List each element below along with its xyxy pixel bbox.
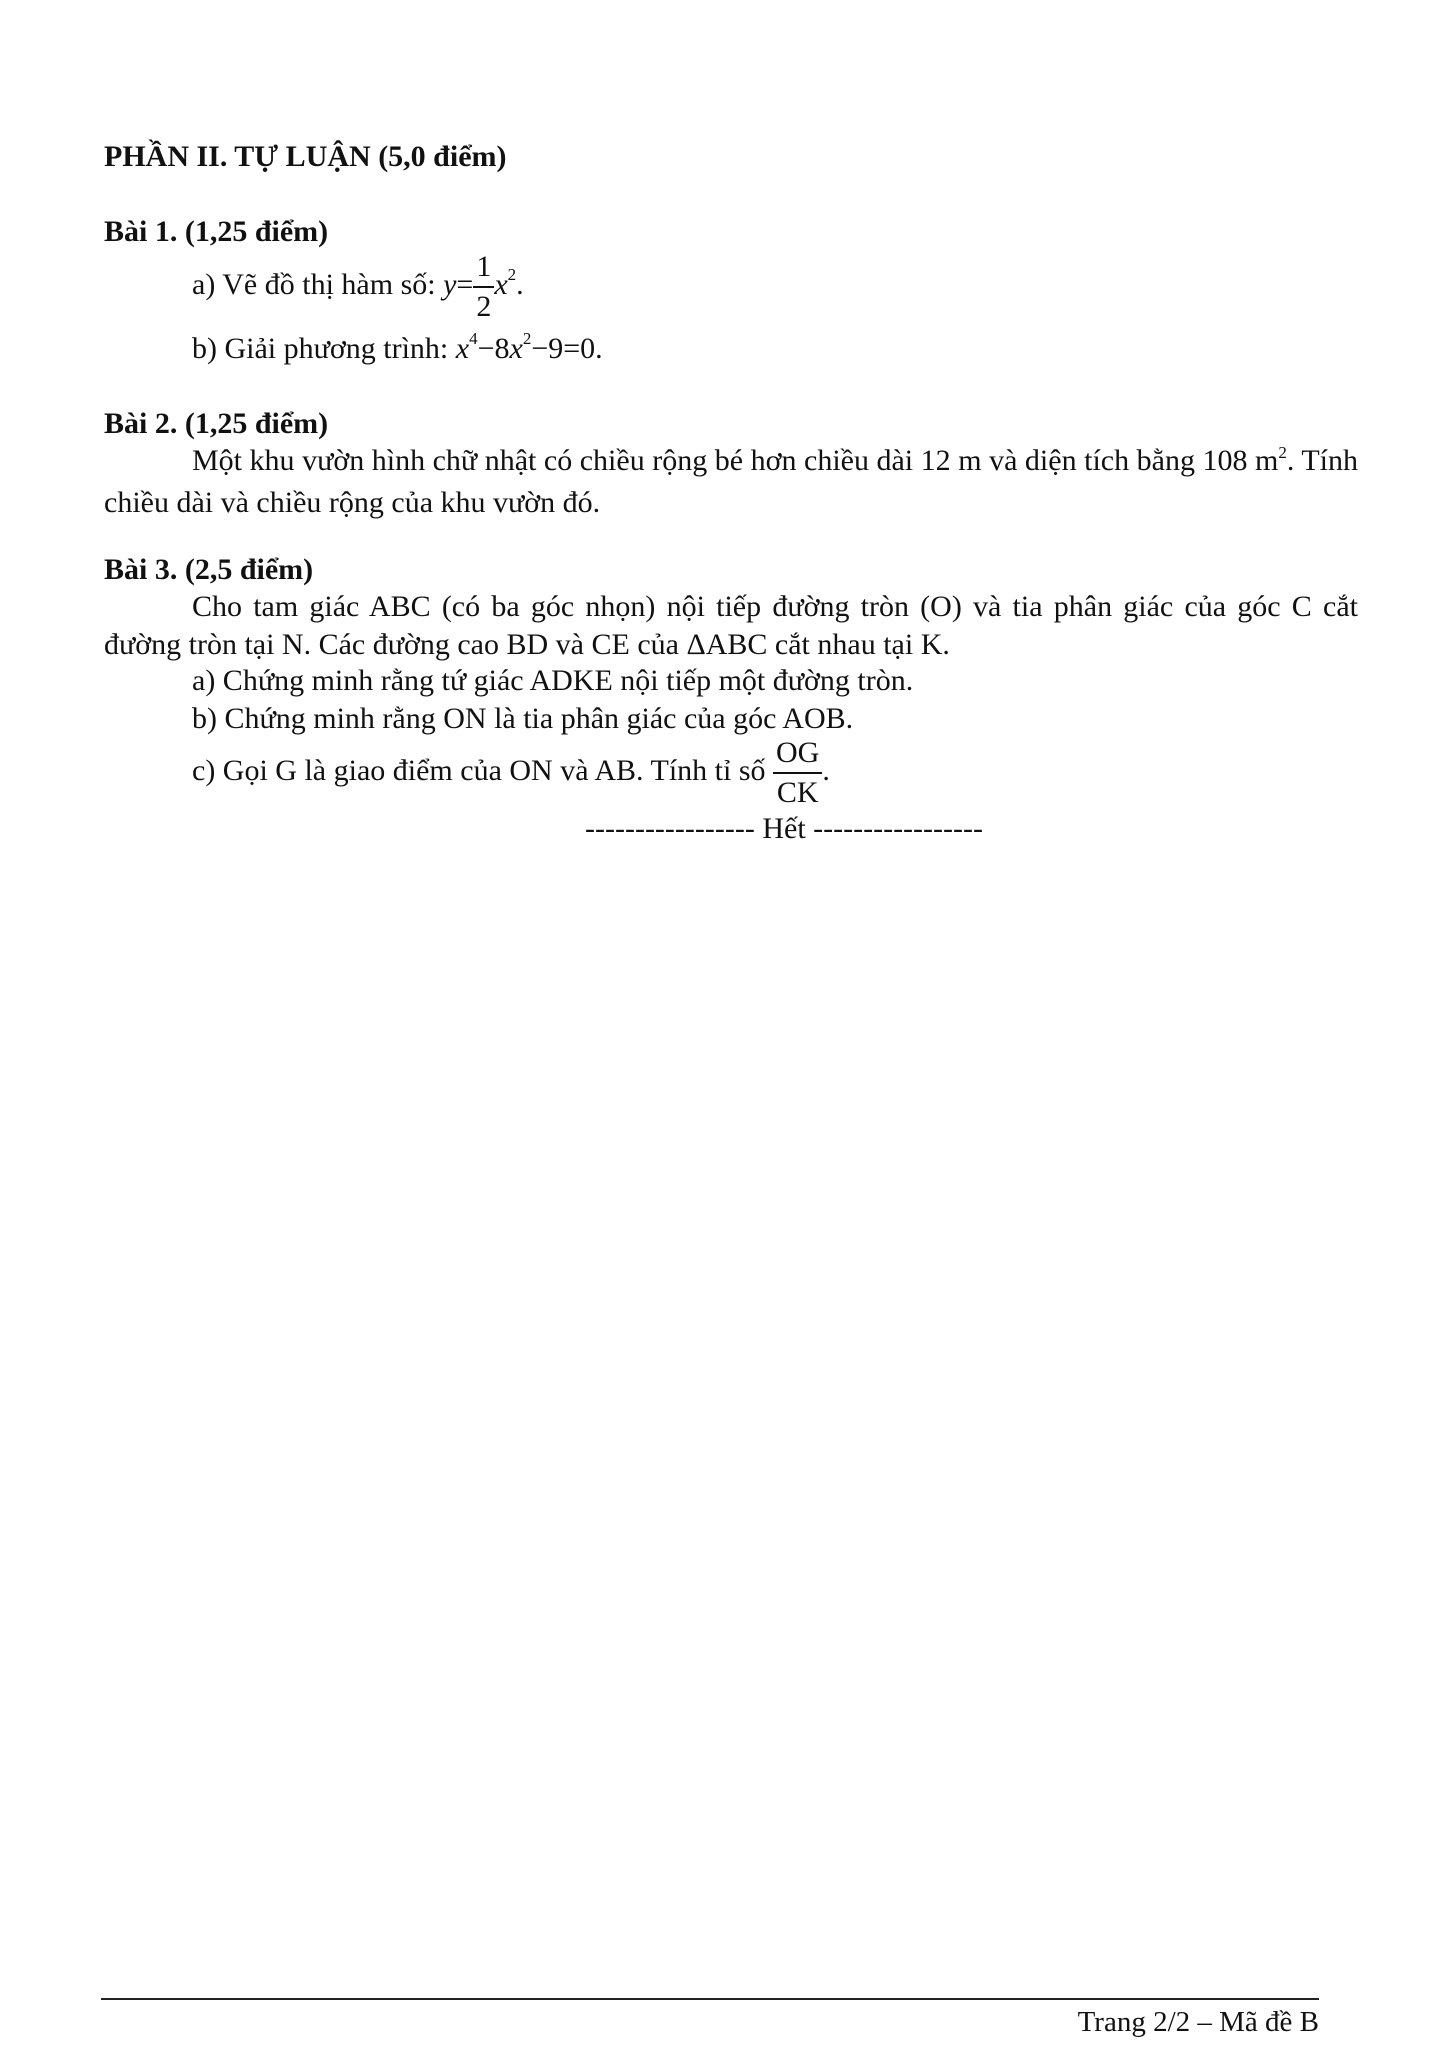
end-line: ----------------- Hết ----------------- — [585, 812, 983, 845]
fraction-half: $\frac{1}{2}$ — [473, 252, 494, 322]
bai2-heading: Bài 2. (1,25 điểm) — [104, 407, 329, 440]
bai2-text: Một khu vườn hình chữ nhật có chiều rộng bé hơn chiều dài 12 m và diện tích bằng 108 $m^2$. Tính chiều dài và chiều rộng của khu vườn đó. — [104, 443, 1358, 519]
bai3-intro: Cho tam giác ABC (có ba góc nhọn) nội tiếp đường tròn (O) và tia phân giác của góc C cắt đường tròn tại N. Các đường cao BD và CE của ΔABC cắt nhau tại K. — [104, 590, 1358, 661]
bai3-heading: Bài 3. (2,5 điểm) — [104, 553, 314, 586]
bai1-b-label: b) Giải phương trình: — [192, 332, 449, 365]
bai3-a: a) Chứng minh rằng tứ giác ADKE nội tiếp một đường tròn. — [192, 664, 914, 697]
bai3-b: b) Chứng minh rằng ON là tia phân giác của góc AOB. — [192, 702, 854, 735]
fraction-og-ck: $\frac{OG}{CK}$ — [773, 738, 822, 808]
bai3-c: c) Gọi G là giao điểm của ON và AB. Tính tỉ số $\frac{OG}{CK}$ . — [192, 736, 830, 809]
bai1-a-formula: y= $\frac{1}{2}$ $x^2$. — [443, 250, 524, 323]
bai1-a-label: a) Vẽ đồ thị hàm số: — [192, 267, 436, 301]
bai3-c-label: c) Gọi G là giao điểm của ON và AB. Tính tỉ số — [192, 753, 766, 787]
bai1-a — [192, 252, 524, 322]
page-footer: Trang 2/2 – Mã đề B — [1077, 2006, 1319, 2038]
footer-rule — [101, 1998, 1319, 2000]
bai1-heading: Bài 1. (1,25 điểm) — [104, 215, 329, 248]
part-title: PHẦN II. TỰ LUẬN (5,0 điểm) — [104, 140, 507, 173]
bai1-b — [192, 329, 603, 366]
bai1-b-formula: $x^4-8x^2-9=0$. — [455, 329, 603, 365]
